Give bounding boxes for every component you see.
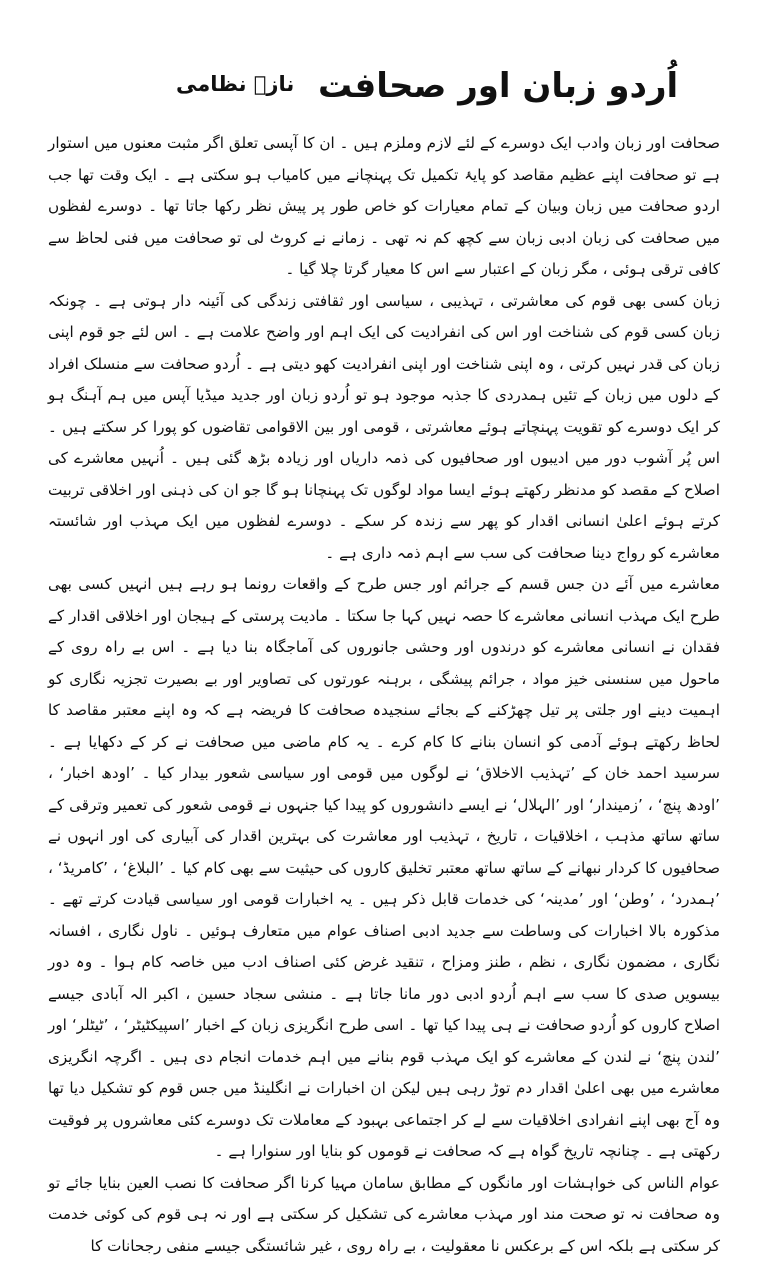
author-name: نازؔ نظامی <box>176 72 294 96</box>
article-title: اُردو زبان اور صحافت <box>318 66 678 107</box>
article-body <box>48 128 720 1262</box>
paragraph-2: زبان کسی بھی قوم کی معاشرتی ، تہذیبی ، سیاسی اور ثقافتی زندگی کی آئینہ دار ہوتی ہے ۔ چونکہ زبان کسی قوم کی شناخت اور اس کی انفرادیت کی ایک اہم اور واضح علامت ہے ۔ اس لئے جو قوم اپنی زبان کی قدر نہیں کرتی ، وہ اپنی شناخت اور اپنی انفرادیت کھو دیتی ہے ۔ اُردو صحافت سے منسلک افراد کے دلوں میں زبان کے تئیں ہمدردی کا جذبہ موجود ہو تو اُردو زبان اور جدید میڈیا آپس میں ہم آہنگ ہو کر ایک دوسرے کو تقویت پہنچاتے ہوئے معاشرتی ، قومی اور بین الاقوامی تقاضوں کو پورا کر سکتے ہیں ۔ اس پُر آشوب دور میں ادیبوں اور صحافیوں کی ذمہ داریاں اور زیادہ بڑھ گئی ہیں ۔ اُنہیں معاشرے کی اصلاح کے مقصد کو مدنظر رکھتے ہوئے ایسا مواد لوگوں تک پہنچانا ہو گا جو ان کی ذہنی اور اخلاقی تربیت کرتے ہوئے اعلیٰ انسانی اقدار کو پھر سے زندہ کر سکے ۔ دوسرے لفظوں میں ایک مہذب اور شائستہ معاشرے کو رواج دینا صحافت کی سب سے اہم ذمہ داری ہے ۔ <box>48 286 720 570</box>
title-row <box>48 62 720 120</box>
paragraph-3: معاشرے میں آئے دن جس قسم کے جرائم اور جس طرح کے واقعات رونما ہو رہے ہیں انہیں کسی بھی طرح ایک مہذب انسانی معاشرے کا حصہ نہیں کہا جا سکتا ۔ مادیت پرستی کے ہیجان اور اخلاقی اقدار کے فقدان نے انسانی معاشرے کو درندوں اور وحشی جانوروں کی آماجگاہ بنا دیا ہے ۔ اس بے راہ روی کے ماحول میں سنسنی خیز مواد ، جرائم پیشگی ، برہنہ عورتوں کی تصاویر اور بے بصیرت تجزیہ نگاری کو اہمیت دینے اور جلتی پر تیل چھڑکنے کے بجائے سنجیدہ صحافت کا فریضہ ہے کہ وہ اپنے معتبر مقاصد کا لحاظ رکھتے ہوئے آدمی کو انسان بنانے کا کام کرے ۔ یہ کام ماضی میں صحافت نے کر کے دکھایا ہے ۔ سرسید احمد خان کے ’تہذیب الاخلاق‘ نے لوگوں میں قومی اور سیاسی شعور بیدار کیا ۔ ’اودھ اخبار‘ ، ’اودھ پنچ‘ ، ’زمیندار‘ اور ’الہلال‘ نے ایسے دانشوروں کو پیدا کیا جنہوں نے قومی شعور کی تعمیر وترقی کے ساتھ ساتھ مذہب ، اخلاقیات ، تاریخ ، تہذیب اور معاشرت کی بہترین اقدار کی آبیاری کی اور انہوں نے صحافیوں کا کردار نبھانے کے ساتھ ساتھ معتبر تخلیق کاروں کی حیثیت سے بھی کام کیا ۔ ’البلاغ‘ ، ’کامریڈ‘ ، ’ہمدرد‘ ، ’وطن‘ اور ’مدینہ‘ کی خدمات قابل ذکر ہیں ۔ یہ اخبارات قومی اور سیاسی قیادت کرتے تھے ۔ مذکورہ بالا اخبارات کی وساطت سے جدید ادبی اصناف عوام میں متعارف ہوئیں ۔ ناول نگاری ، افسانہ نگاری ، مضمون نگاری ، نظم ، طنز ومزاح ، تنقید غرض کئی اصناف ادب میں خاصہ کام ہوا ۔ وہ دور بیسویں صدی کا سب سے اہم اُردو ادبی دور مانا جاتا ہے ۔ منشی سجاد حسین ، اکبر الہ آبادی جیسے اصلاح کاروں کو اُردو صحافت نے ہی پیدا کیا تھا ۔ اسی طرح انگریزی زبان کے اخبار ’اسپیکٹیٹر‘ ، ’ٹیٹلر‘ اور ’لندن پنچ‘ نے لندن کے معاشرے کو ایک مہذب قوم بنانے میں اہم خدمات انجام دی ہیں ۔ اگرچہ انگریزی معاشرے میں بھی اعلیٰ اقدار دم توڑ رہی ہیں لیکن ان اخبارات نے انگلینڈ میں جس قوم کو تشکیل دیا تھا وہ آج بھی اپنے انفرادی اخلاقیات سے لے کر اجتماعی بہبود کے معاملات تک دوسرے کئی معاشروں پر فوقیت رکھتی ہے ۔ چنانچہ تاریخ گواہ ہے کہ صحافت نے قوموں کو بنایا اور سنوارا ہے ۔ <box>48 569 720 1168</box>
paragraph-4: عوام الناس کی خواہشات اور مانگوں کے مطابق سامان مہیا کرنا اگر صحافت کا نصب العین بنایا جائے تو وہ صحافت نہ تو صحت مند اور مہذب معاشرے کی تشکیل کر سکتی ہے اور نہ ہی قوم کی کوئی خدمت کر سکتی ہے بلکہ اس کے برعکس نا معقولیت ، بے راہ روی ، غیر شائستگی جیسے منفی رجحانات کا <box>48 1168 720 1262</box>
paragraph-1: صحافت اور زبان وادب ایک دوسرے کے لئے لازم وملزم ہیں ۔ ان کا آپسی تعلق اگر مثبت معنوں میں استوار ہے تو صحافت اپنے عظیم مقاصد کو پایۂ تکمیل تک پہنچانے میں کامیاب ہو سکتی ہے ۔ ایک وقت تھا جب اردو صحافت میں زبان وبیان کے تمام معیارات کو خاص طور پر پیش نظر رکھا جاتا تھا ۔ دوسرے لفظوں میں صحافت کی زبان ادبی زبان سے کچھ کم نہ تھی ۔ زمانے نے کروٹ لی تو صحافت میں فنی لحاظ سے کافی ترقی ہوئی ، مگر زبان کے اعتبار سے اس کا معیار گرتا چلا گیا ۔ <box>48 128 720 286</box>
